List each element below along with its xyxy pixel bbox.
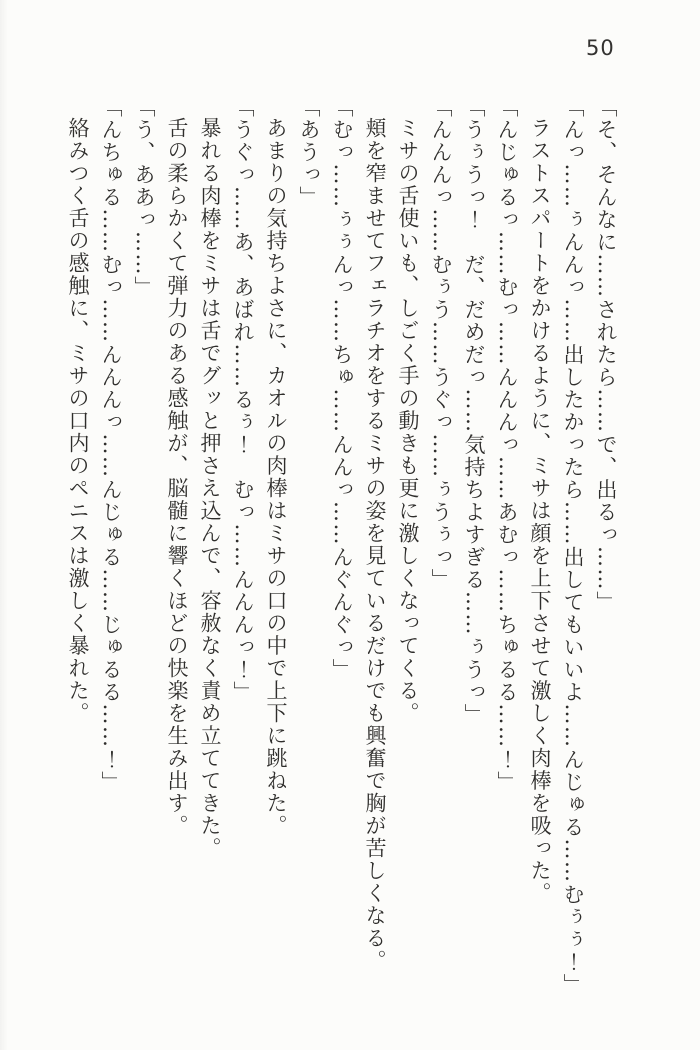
dialogue-line: 「んっ……ぅんんっ……出したかったら……出してもいいよ……んじゅる……むぅぅ！」 [561,96,585,996]
narrative-line: 舌の柔らかくて弾力のある感触が、脳髄に響くほどの快楽を生み出す。 [165,117,189,837]
dialogue-line: 「うぅうっ！ だ、だめだっ……気持ちよすぎる……ぅうっ」 [462,96,486,726]
narrative-line: 絡みつく舌の感触に、ミサの口内のペニスは激しく暴れた。 [66,117,90,725]
narrative-line: 頬を窄ませてフェラチオをするミサの姿を見ているだけでも興奮で胸が苦しくなる。 [363,117,387,972]
narrative-line: ラストスパートをかけるように、ミサは顔を上下させて激しく肉棒を吸った。 [528,117,552,905]
dialogue-line: 「うぐっ……あ、あばれ……るぅ！ むっ……んんんっ！」 [231,96,255,704]
narrative-line: あまりの気持ちよさに、カオルの肉棒はミサの口の中で上下に跳ねた。 [264,117,288,837]
dialogue-line: 「そ、そんなに……されたら……で、出るっ……」 [594,96,618,614]
narrative-line: ミサの舌使いも、しごく手の動きも更に激しくなってくる。 [396,117,420,725]
dialogue-line: 「あうっ」 [297,96,321,209]
dialogue-line: 「んちゅる……むっ……んんんっ……んじゅる……じゅるる……！」 [99,96,123,794]
page-number: 50 [586,36,615,60]
narrative-line: 暴れる肉棒をミサは舌でグッと押さえ込んで、容赦なく責め立ててきた。 [198,117,222,860]
dialogue-line: 「んんんっ……むぅう……うぐっ……ぅうぅっ」 [429,96,453,591]
dialogue-line: 「んじゅるっ……むっ……んんんっ……あむっ……ちゅるる……！」 [495,96,519,794]
dialogue-line: 「むっ……ぅぅんっ……ちゅ……んんっ……んぐんぐっ」 [330,96,354,681]
dialogue-line: 「う、ああっ……」 [132,96,156,299]
vertical-text-block [50,96,622,1048]
